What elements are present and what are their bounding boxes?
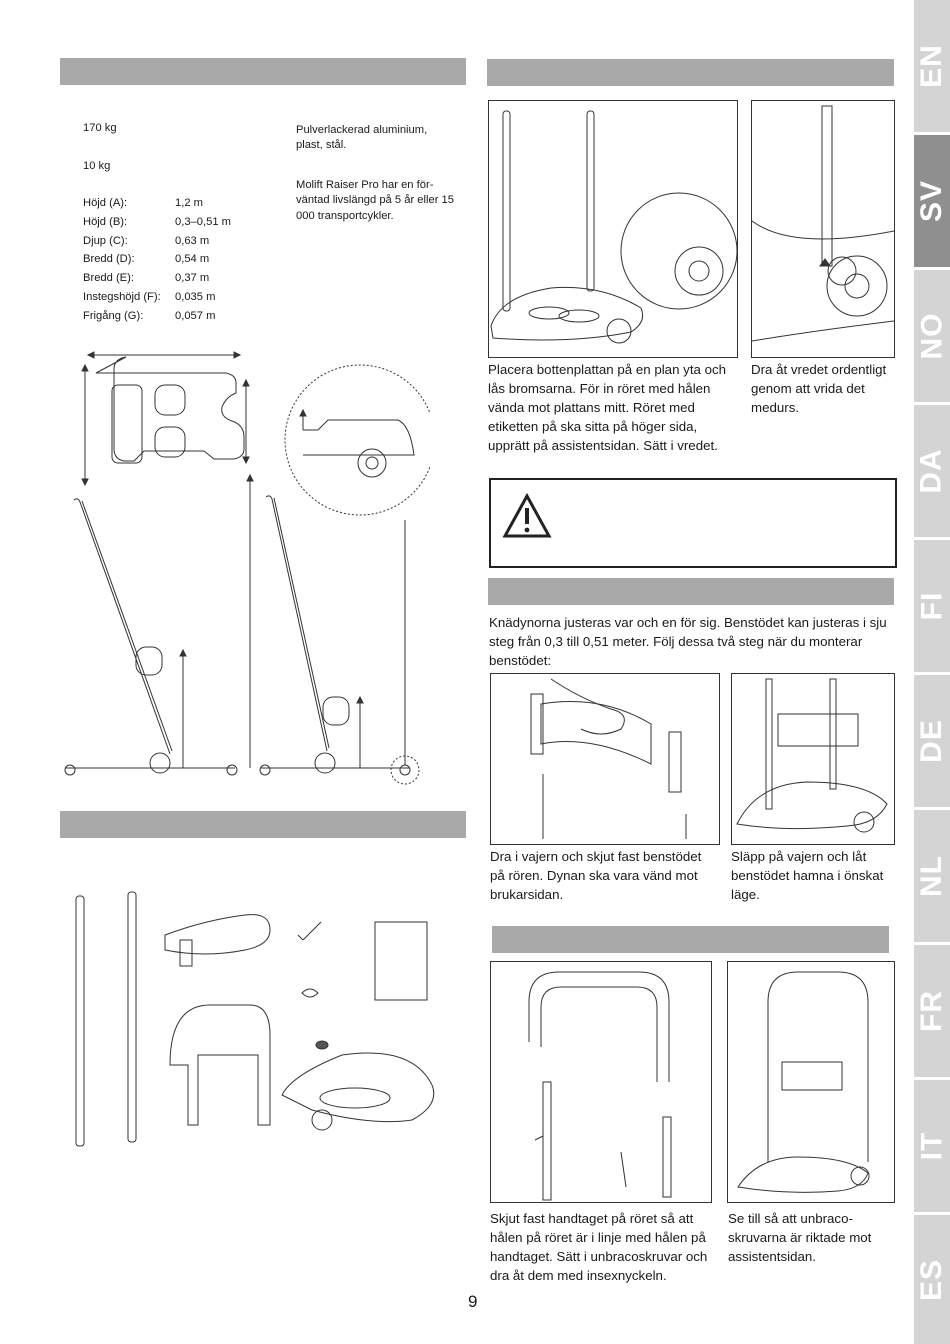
section-header-parts	[60, 811, 466, 838]
section-header-technical-data	[60, 58, 466, 85]
spec-row: Bredd (D): 0,54 m	[83, 253, 210, 266]
spec-row: Djup (C): 0,63 m	[83, 234, 210, 247]
step2-caption-a: Dra i vajern och skjut fast benstödet på rören. Dynan ska vara vänd mot brukarsidan.	[490, 849, 702, 902]
illustration-handle-result	[727, 961, 895, 1203]
step2-intro: Knädynorna justeras var och en för sig. Benstödet kan justeras i sju steg från 0,3 till 0,51 meter. Följ dessa två steg när du monterar benstödet:	[489, 615, 887, 668]
language-tab-fr[interactable]: FR	[914, 945, 950, 1077]
spec-row: Bredd (E): 0,37 m	[83, 272, 210, 285]
step3-caption-b: Se till så att unbracoskruvarna är riktade mot assistentsidan.	[728, 1211, 872, 1264]
section-header-leg-support	[488, 578, 894, 605]
step2-caption-b: Släpp på vajern och låt benstödet hamna i önskat läge.	[731, 849, 884, 902]
language-tab-sv[interactable]: SV	[914, 135, 950, 267]
language-tab-it[interactable]: IT	[914, 1080, 950, 1212]
illustration-leg-support-position	[731, 673, 895, 845]
illustration-base-tube	[488, 100, 738, 358]
spec-row: Höjd (A): 1,2 m	[83, 197, 203, 209]
language-tab-fi[interactable]: FI	[914, 540, 950, 672]
dimension-drawing	[60, 345, 430, 785]
language-tab-de[interactable]: DE	[914, 675, 950, 807]
language-tab-nl[interactable]: NL	[914, 810, 950, 942]
section-header-handle	[492, 926, 889, 953]
spec-row: Instegshöjd (F): 0,035 m	[83, 290, 216, 303]
spec-row: Frigång (G): 0,057 m	[83, 309, 216, 322]
illustration-handle-attach	[490, 961, 712, 1203]
illustration-leg-support-slide	[490, 673, 720, 845]
section-header-base-assembly	[487, 59, 894, 86]
language-tab-es[interactable]: ES	[914, 1215, 950, 1344]
spec-load-capacity: 170 kg	[83, 122, 117, 134]
language-tab-en[interactable]: EN	[914, 0, 950, 132]
spec-dimension-list	[83, 194, 258, 326]
language-tab-da[interactable]: DA	[914, 405, 950, 537]
step3-caption-a: Skjut fast handtaget på röret så att hålen på röret är i linje med hålen på handtaget. Sätt i unbracoskruvar och dra åt dem med insexnyckeln.	[490, 1211, 708, 1283]
spec-row: Höjd (B): 0,3–0,51 m	[83, 215, 231, 228]
language-tab-no[interactable]: NO	[914, 270, 950, 402]
step1-caption-a: Placera bottenplattan på en plan yta och lås bromsarna. För in röret med hålen vända mot plattans mitt. Röret med etiketten på ska sitta på höger sida, upprätt på assistentsidan. Sätt i vredet.	[488, 362, 727, 453]
spec-weight: 10 kg	[83, 160, 111, 172]
spec-lifespan: Molift Raiser Pro har en förväntad livslängd på 5 år eller 15 000 transportcykler.	[296, 179, 454, 222]
warning-icon	[501, 492, 553, 540]
warning-box	[489, 478, 897, 568]
illustration-knob-tighten	[751, 100, 895, 358]
page-number: 9	[468, 1292, 478, 1311]
spec-material: Pulverlackerad aluminium, plast, stål.	[296, 124, 428, 152]
parts-drawing	[60, 880, 470, 1160]
step1-caption-b: Dra åt vredet ordentligt genom att vrida det medurs.	[751, 362, 887, 415]
